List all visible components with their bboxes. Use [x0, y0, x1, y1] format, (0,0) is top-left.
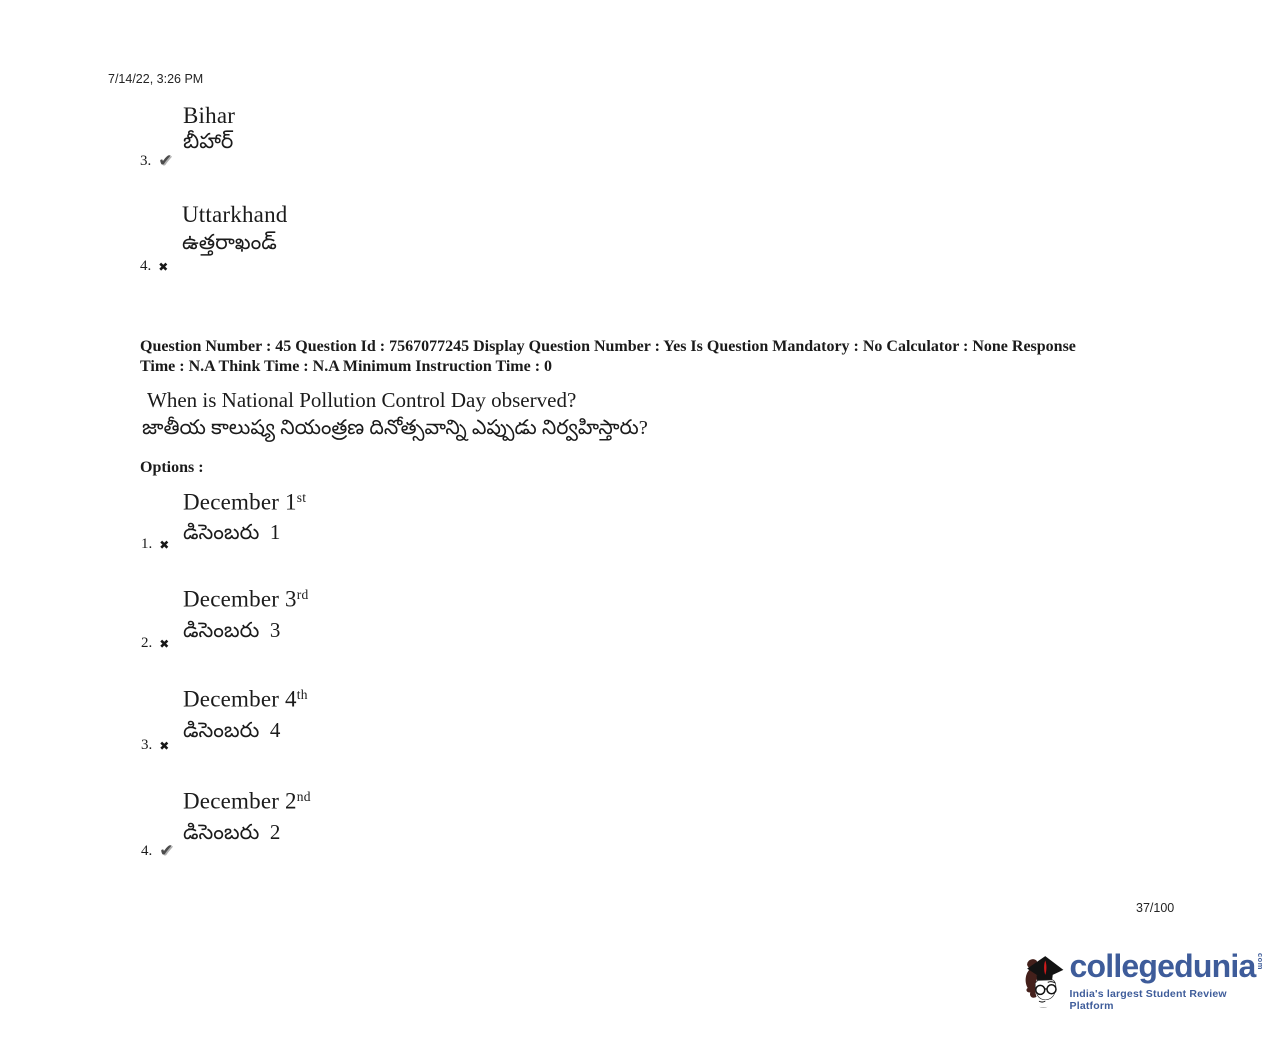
prev-option-text-en: Uttarkhand	[182, 202, 288, 227]
option-text-base: December 2	[183, 788, 297, 814]
print-timestamp: 7/14/22, 3:26 PM	[108, 72, 204, 86]
option-text-en	[183, 788, 311, 815]
option-text-base: December 3	[183, 586, 297, 612]
option-number: 3.	[141, 737, 153, 753]
wrong-cross-icon: ✖	[159, 738, 170, 753]
option-marker	[141, 635, 169, 652]
option-number: 4.	[140, 258, 152, 274]
question-text-te: జాతీయ కాలుష్య నియంత్రణ దినోత్సవాన్ని ఎప్పుడు నిర్వహిస్తారు?	[142, 417, 648, 439]
option-text-te: డిసెంబరు 3	[183, 618, 281, 642]
prev-option-text-en: Bihar	[183, 103, 236, 128]
option-text-base: December 1	[183, 489, 297, 515]
option-number: 1.	[141, 536, 153, 552]
question-metadata	[140, 337, 1076, 377]
option-number: 2.	[141, 635, 153, 651]
question-metadata-line: Question Number : 45 Question Id : 7567077245 Display Question Number : Yes Is Question Mandatory : No Calculator : None Response	[140, 338, 1076, 355]
prev-option-marker	[140, 153, 173, 170]
brand-name: collegedunia	[1069, 948, 1256, 984]
correct-check-icon: ✔	[159, 841, 174, 861]
correct-check-icon: ✔	[158, 151, 173, 171]
options-label: Options :	[140, 459, 204, 476]
page-number-indicator: 37/100	[1136, 901, 1175, 915]
option-text-en	[183, 586, 308, 613]
wrong-cross-icon: ✖	[159, 636, 170, 651]
wrong-cross-icon: ✖	[159, 537, 170, 552]
prev-option-text-te: బీహార్	[183, 129, 234, 153]
ordinal-superscript: nd	[296, 789, 311, 804]
option-number: 3.	[140, 153, 152, 169]
collegedunia-logo	[1024, 933, 1264, 1037]
option-marker	[141, 843, 174, 860]
option-text-te: డిసెంబరు 4	[183, 718, 281, 742]
mascot-graduate-icon	[1024, 933, 1067, 1033]
logo-text-block	[1070, 933, 1265, 1012]
option-text-te: డిసెంబరు 2	[183, 820, 281, 844]
wrong-cross-icon: ✖	[158, 259, 169, 274]
option-marker	[141, 536, 169, 553]
question-text-en: When is National Pollution Control Day observed?	[147, 388, 577, 412]
brand-tagline: India's largest Student Review Platform	[1069, 988, 1227, 1012]
brand-suffix: com	[1256, 953, 1265, 970]
prev-option-text-te: ఉత్తరాఖండ్	[182, 230, 277, 254]
ordinal-superscript: rd	[296, 587, 309, 602]
question-metadata-line: Time : N.A Think Time : N.A Minimum Instruction Time : 0	[140, 358, 553, 375]
option-number: 4.	[141, 843, 153, 859]
option-text-en	[183, 489, 306, 516]
option-marker	[141, 737, 169, 754]
option-text-en	[183, 686, 308, 713]
prev-option-marker	[140, 258, 168, 275]
ordinal-superscript: th	[296, 687, 308, 702]
ordinal-superscript: st	[296, 490, 307, 505]
option-text-base: December 4	[183, 686, 297, 712]
option-text-te: డిసెంబరు 1	[183, 520, 281, 544]
